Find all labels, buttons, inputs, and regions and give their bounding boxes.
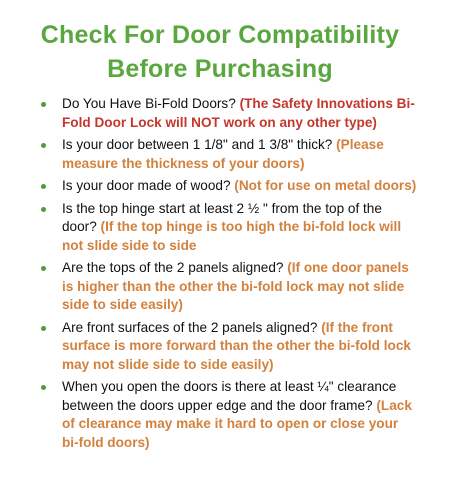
list-item [40,177,418,196]
note-text: (Please measure the thickness of your doors) [62,137,384,171]
list-item [40,259,418,315]
bullet-icon [41,102,46,107]
bullet-icon [41,184,46,189]
bullet-icon [41,326,46,331]
question-text: Are the tops of the 2 panels aligned? [62,260,288,275]
title-line-2: Before Purchasing [107,55,333,83]
list-item [40,378,418,452]
note-text: (If the front surface is more forward than the other the bi-fold lock may not slide side to side easily) [62,319,411,372]
list-item [40,136,418,173]
compatibility-checklist [40,95,418,456]
title-line-1: Check For Door Compatibility [40,21,400,49]
bullet-icon [41,385,46,390]
list-item [40,95,418,132]
note-text: (Lack of clearance may make it hard to open or close your bi-fold doors) [62,397,412,450]
question-text: Are front surfaces of the 2 panels aligned? [62,319,322,335]
question-text: Do You Have Bi-Fold Doors? [62,96,240,111]
bullet-icon [41,143,46,148]
note-text: (If the top hinge is too high the bi-fold lock will not slide side to side [62,219,402,253]
list-item [40,319,418,375]
page-title [0,18,440,86]
question-text: Is your door made of wood? [62,178,235,193]
bullet-icon [41,266,46,271]
list-item [40,200,418,256]
note-text: (If one door panels is higher than the other the bi-fold lock may not slide side to side easily) [62,260,409,312]
note-text: (Not for use on metal doors) [234,178,417,193]
bullet-icon [41,207,46,212]
question-text: Is the top hinge start at least 2 ½ " from the top of the door? [62,200,382,234]
question-text: When you open the doors is there at least ¼" clearance between the doors upper edge and the door frame? [62,379,397,413]
question-text: Is your door between 1 1/8" and 1 3/8" thick? [62,137,337,152]
note-text: (The Safety Innovations Bi-Fold Door Lock will NOT work on any other type) [62,96,415,130]
